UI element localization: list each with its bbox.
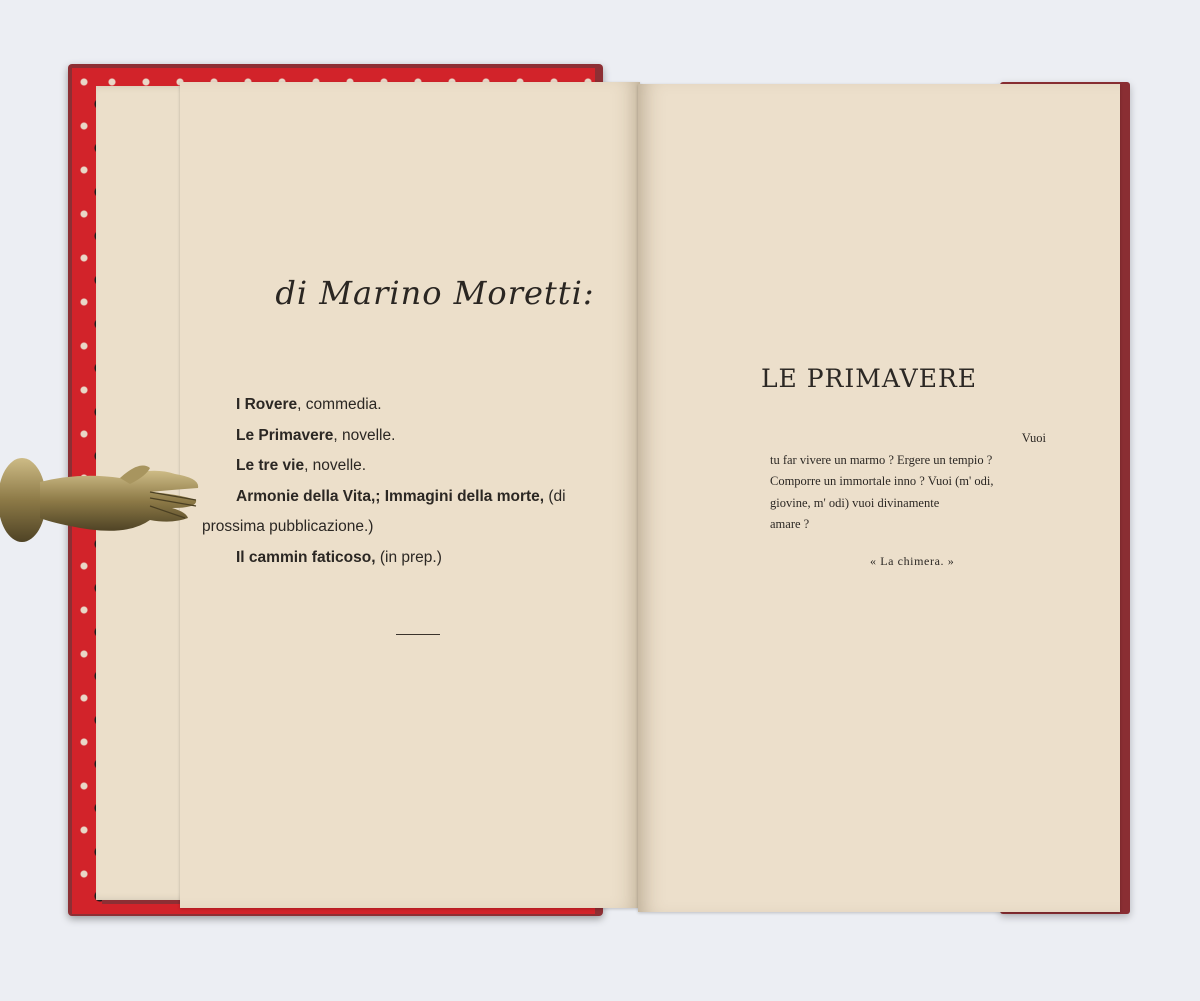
work-entry [236, 421, 616, 452]
work-desc: (in prep.) [375, 548, 442, 566]
work-entry [236, 543, 616, 574]
divider-rule [396, 634, 440, 635]
right-page [638, 84, 1120, 912]
left-page [180, 82, 640, 908]
epigraph-line: tu far vivere un marmo ? Ergere un tempio ? [770, 452, 993, 467]
work-desc: , novelle. [304, 457, 367, 474]
work-entry [202, 482, 616, 543]
epigraph-line: Comporre un immortale inno ? Vuoi (m' odi, [770, 474, 994, 488]
author-heading: di Marino Moretti: [275, 274, 595, 312]
work-title: Le Primavere [236, 426, 334, 444]
epigraph-line: giovine, m' odi) vuoi divinamente [770, 495, 940, 510]
work-entry [236, 390, 616, 421]
work-desc: (di prossima pubblicazione.) [202, 487, 566, 535]
work-title: Il cammin faticoso, [236, 548, 376, 566]
work-title: Armonie della Vita,; Immagini della morte, [236, 487, 545, 505]
epigraph [770, 428, 1060, 536]
work-desc: , novelle. [333, 426, 396, 444]
epigraph-line: amare ? [770, 517, 810, 531]
works-list [202, 390, 616, 573]
work-title: Le tre vie [236, 457, 305, 474]
work-desc: , commedia. [297, 396, 382, 413]
work-title: I Rovere [236, 396, 298, 413]
book-title: LE PRIMAVERE [760, 364, 978, 393]
epigraph-line: Vuoi [1021, 431, 1046, 445]
brass-hand-clip-icon [0, 448, 210, 548]
work-entry [236, 451, 616, 482]
epigraph-source: « La chimera. » [870, 554, 955, 568]
